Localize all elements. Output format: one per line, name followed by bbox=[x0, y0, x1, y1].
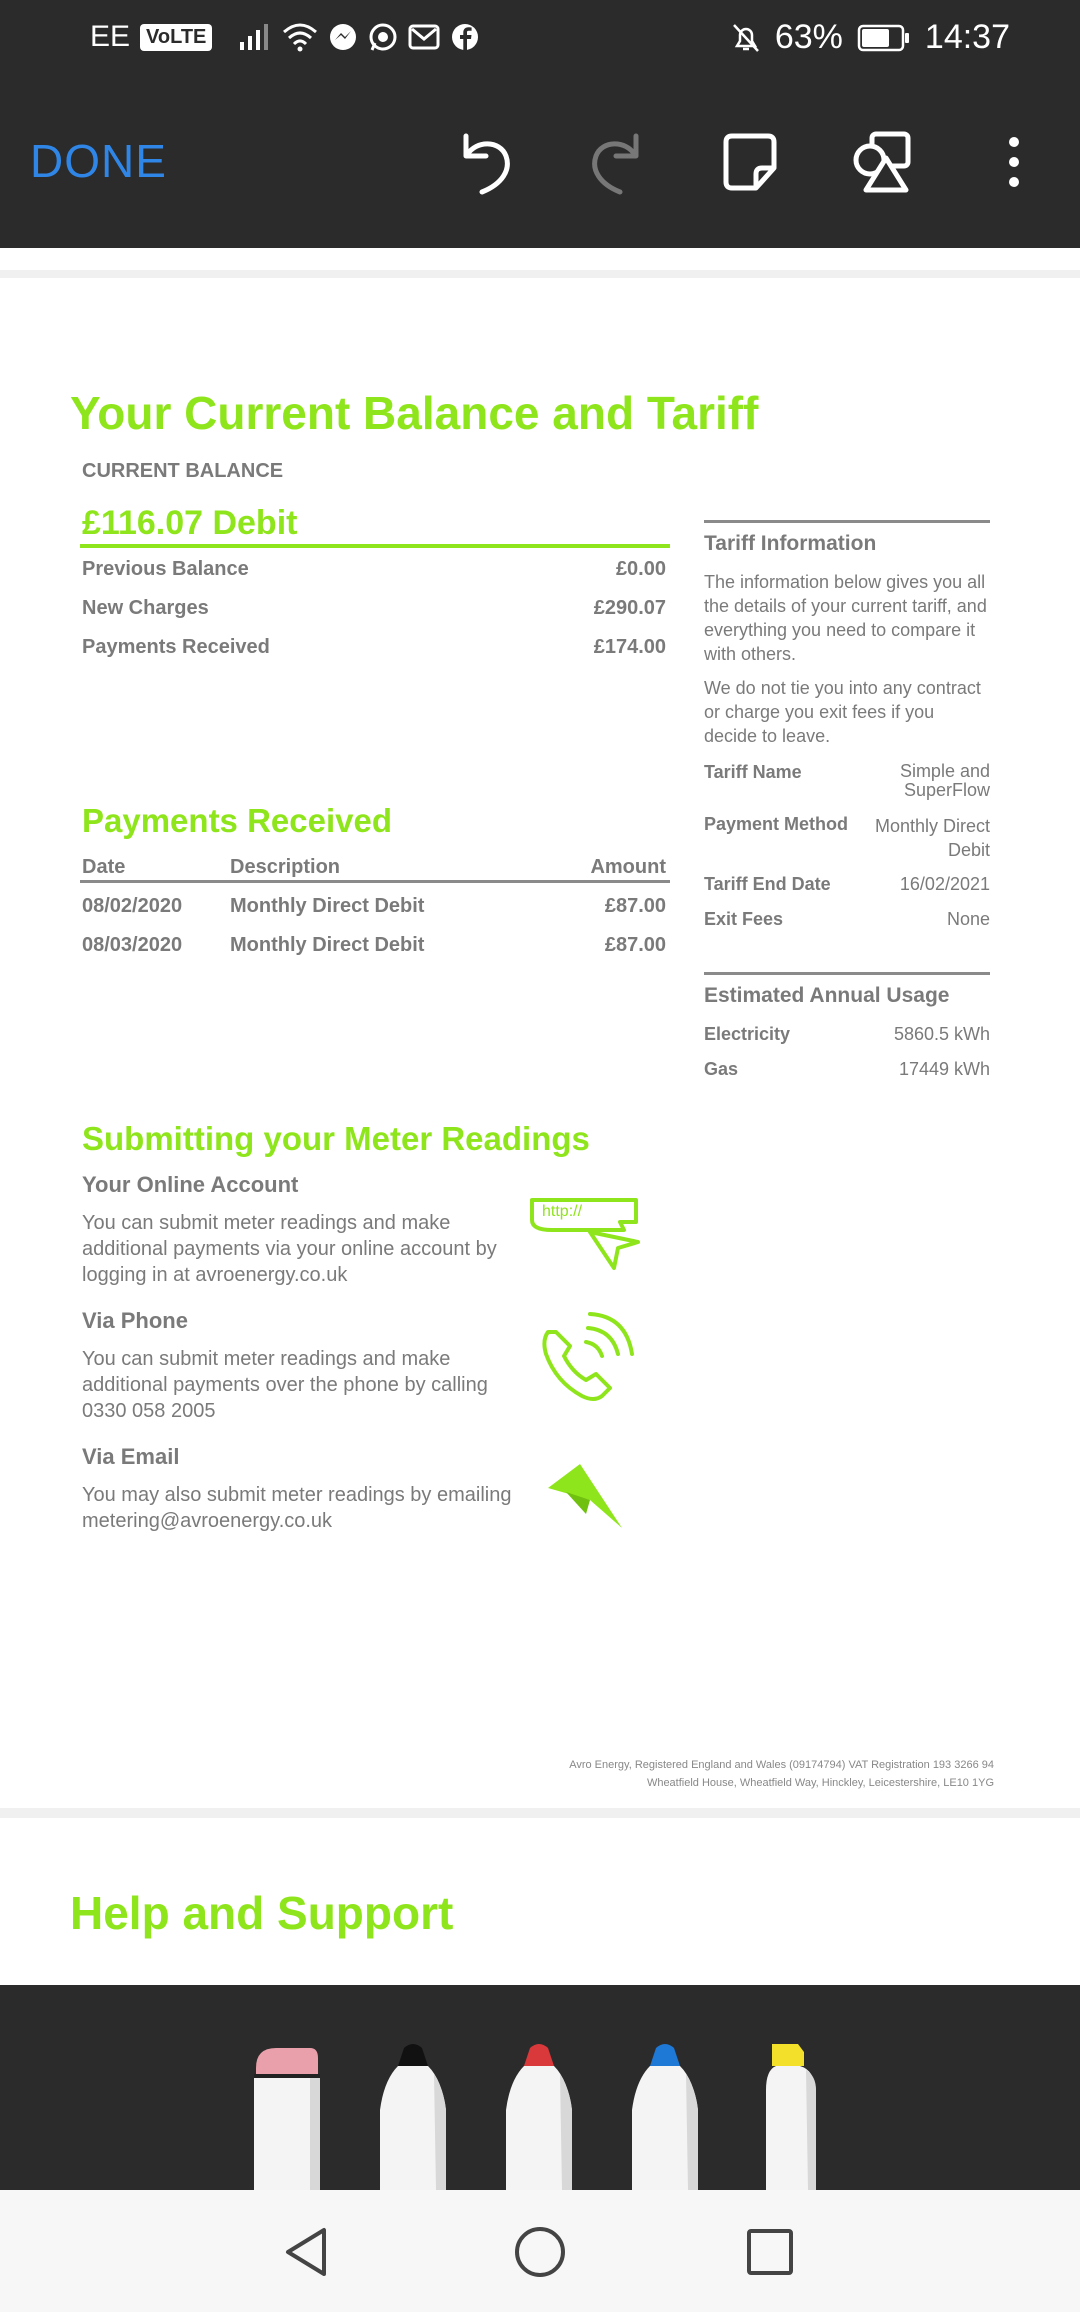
balance-row-value: £174.00 bbox=[593, 636, 666, 658]
more-options-button[interactable] bbox=[974, 122, 1054, 202]
http-label: http:// bbox=[542, 1203, 583, 1220]
table-row bbox=[82, 895, 666, 918]
via-phone-title: Via Phone bbox=[82, 1308, 188, 1333]
payment-date: 08/03/2020 bbox=[82, 934, 183, 956]
electricity-value: 5860.5 kWh bbox=[893, 1024, 990, 1044]
volte-badge: VoLTE bbox=[140, 24, 212, 51]
home-button[interactable] bbox=[508, 2220, 572, 2284]
tariff-title: Tariff Information bbox=[704, 532, 877, 555]
current-balance-value: £116.07 Debit bbox=[82, 504, 298, 542]
sticky-note-icon bbox=[720, 132, 780, 192]
balance-row-label: New Charges bbox=[82, 597, 209, 619]
battery-icon bbox=[857, 23, 911, 53]
usage-title: Estimated Annual Usage bbox=[704, 984, 950, 1007]
help-heading: Help and Support bbox=[70, 1887, 454, 1939]
tariff-name-value: Simple and SuperFlow bbox=[899, 761, 990, 800]
back-triangle-icon bbox=[280, 2224, 336, 2280]
balance-row-label: Payments Received bbox=[82, 636, 270, 658]
status-bar bbox=[0, 0, 1080, 82]
gas-row bbox=[704, 1059, 990, 1080]
payment-method-label: Payment Method bbox=[704, 814, 849, 834]
tariff-end-value: 16/02/2021 bbox=[899, 874, 990, 894]
undo-icon bbox=[454, 128, 518, 196]
red-pen-tool[interactable] bbox=[506, 2040, 572, 2190]
page-heading: Your Current Balance and Tariff bbox=[70, 387, 759, 439]
page-balance-tariff bbox=[0, 278, 1080, 1808]
electricity-label: Electricity bbox=[704, 1024, 791, 1044]
via-email-text: You may also submit meter readings by emailing metering@avroenergy.co.uk bbox=[82, 1484, 512, 1532]
paper-plane-icon bbox=[546, 1462, 626, 1530]
balance-row-label: Previous Balance bbox=[82, 558, 249, 580]
home-circle-icon bbox=[512, 2224, 568, 2280]
electricity-row bbox=[704, 1024, 990, 1045]
payment-amount: £87.00 bbox=[604, 895, 666, 917]
payment-date: 08/02/2020 bbox=[82, 895, 183, 917]
done-button[interactable]: DONE bbox=[30, 135, 167, 187]
payment-method-value: Monthly Direct Debit bbox=[874, 816, 990, 860]
payments-divider bbox=[80, 880, 670, 883]
page-help-support bbox=[0, 1818, 1080, 1985]
facebook-icon bbox=[450, 22, 480, 52]
footer-line: Wheatfield House, Wheatfield Way, Hinckley, Leicestershire, LE10 1YG bbox=[646, 1777, 994, 1789]
recents-square-icon bbox=[742, 2224, 798, 2280]
payments-header-amount: Amount bbox=[590, 856, 666, 878]
pen-tray bbox=[0, 1985, 1080, 2190]
tariff-name-label: Tariff Name bbox=[704, 762, 802, 782]
black-pen-tool[interactable] bbox=[380, 2040, 446, 2190]
usage-divider bbox=[704, 972, 990, 975]
status-left bbox=[90, 20, 480, 54]
tariff-divider bbox=[704, 520, 990, 523]
document-view[interactable] bbox=[0, 248, 1080, 1985]
payments-header-date: Date bbox=[82, 856, 126, 878]
payment-method-row bbox=[704, 814, 990, 862]
bell-muted-icon bbox=[731, 22, 761, 54]
signal-icon bbox=[238, 22, 272, 52]
eraser-tool[interactable] bbox=[254, 2040, 320, 2190]
balance-divider bbox=[80, 544, 670, 548]
payment-amount: £87.00 bbox=[604, 934, 666, 956]
browser-cursor-icon bbox=[528, 1196, 644, 1272]
footer-line: Avro Energy, Registered England and Wales (09174794) VAT Registration 193 3266 94 bbox=[569, 1759, 994, 1771]
meter-title: Submitting your Meter Readings bbox=[82, 1120, 590, 1157]
more-vertical-icon bbox=[1004, 132, 1024, 192]
redo-icon bbox=[584, 128, 648, 196]
tariff-paragraph: The information below gives you all the details of your current tariff, and everything you need to compare it with others. bbox=[704, 572, 987, 664]
recents-button[interactable] bbox=[738, 2220, 802, 2284]
online-account-text: You can submit meter readings and make additional payments via your online account by logging in at avroenergy.co.uk bbox=[82, 1212, 497, 1286]
via-email-title: Via Email bbox=[82, 1444, 180, 1469]
online-account-title: Your Online Account bbox=[82, 1172, 299, 1197]
payments-header-description: Description bbox=[230, 856, 341, 878]
system-nav-bar bbox=[0, 2190, 1080, 2312]
exit-fees-row bbox=[704, 909, 990, 930]
payment-description: Monthly Direct Debit bbox=[230, 895, 425, 917]
redo-button[interactable] bbox=[576, 122, 656, 202]
exit-fees-label: Exit Fees bbox=[704, 909, 784, 929]
balance-row-value: £290.07 bbox=[593, 597, 666, 619]
blue-pen-tool[interactable] bbox=[632, 2040, 698, 2190]
editor-toolbar bbox=[0, 82, 1080, 248]
tariff-panel bbox=[704, 532, 990, 930]
status-right bbox=[731, 18, 1010, 57]
payments-header bbox=[82, 856, 666, 879]
payments-title: Payments Received bbox=[82, 802, 393, 839]
carrier-label: EE bbox=[90, 20, 131, 53]
payment-description: Monthly Direct Debit bbox=[230, 934, 425, 956]
note-button[interactable] bbox=[710, 122, 790, 202]
messenger-icon bbox=[328, 22, 358, 52]
mail-icon bbox=[408, 22, 440, 52]
balance-row bbox=[82, 636, 666, 659]
undo-button[interactable] bbox=[446, 122, 526, 202]
gas-label: Gas bbox=[704, 1059, 739, 1079]
tariff-end-label: Tariff End Date bbox=[704, 874, 831, 894]
usage-panel bbox=[704, 984, 990, 1080]
phone-icon bbox=[534, 1312, 634, 1408]
wifi-icon bbox=[282, 22, 318, 52]
exit-fees-value: None bbox=[946, 909, 990, 929]
tariff-name-row bbox=[704, 762, 990, 800]
tariff-end-row bbox=[704, 874, 990, 895]
table-row bbox=[82, 934, 666, 957]
balance-row-value: £0.00 bbox=[615, 558, 666, 580]
highlighter-tool[interactable] bbox=[758, 2040, 824, 2190]
back-button[interactable] bbox=[276, 2220, 340, 2284]
previous-page-edge bbox=[0, 248, 1080, 270]
battery-percent: 63% bbox=[774, 18, 843, 56]
current-balance-label: CURRENT BALANCE bbox=[82, 460, 284, 482]
balance-row bbox=[82, 597, 666, 620]
via-phone-text: You can submit meter readings and make additional payments over the phone by calling 0330 058 2005 bbox=[82, 1348, 488, 1422]
shapes-icon bbox=[850, 130, 914, 194]
whatsapp-icon bbox=[368, 22, 398, 52]
balance-row bbox=[82, 558, 666, 581]
gas-value: 17449 kWh bbox=[898, 1059, 990, 1079]
shapes-button[interactable] bbox=[842, 122, 922, 202]
clock: 14:37 bbox=[924, 18, 1010, 56]
company-footer bbox=[569, 1756, 994, 1792]
tariff-paragraph: We do not tie you into any contract or charge you exit fees if you decide to leave. bbox=[704, 678, 981, 746]
